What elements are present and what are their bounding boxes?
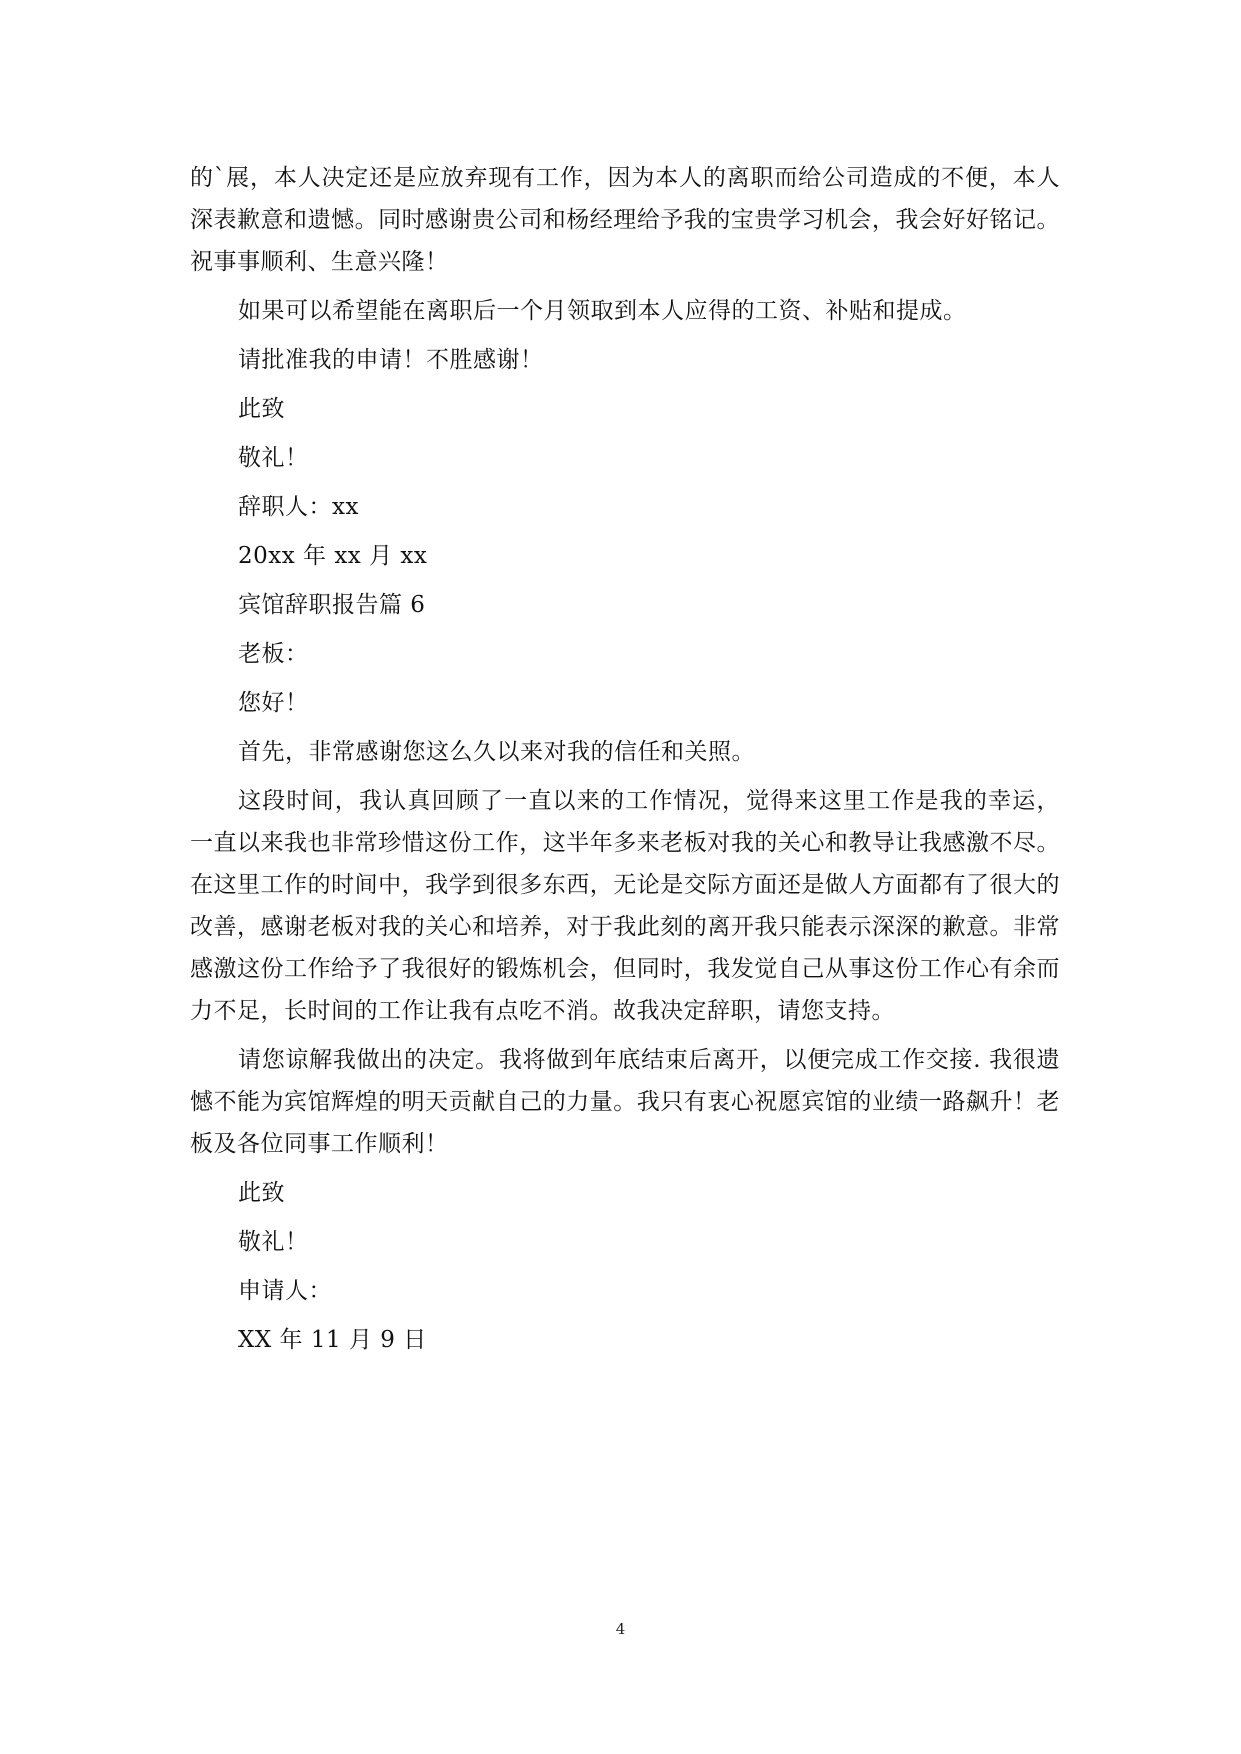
- closing-salutation: 此致: [238, 396, 285, 422]
- paragraph-approval-request: 请批准我的申请！不胜感谢！: [238, 347, 544, 373]
- paragraph-thanks: 首先，非常感谢您这么久以来对我的信任和关照。: [238, 739, 755, 765]
- document-body: [190, 157, 1060, 1368]
- page-number: 4: [615, 1620, 626, 1638]
- closing-salutation-2: 此致: [238, 1180, 285, 1206]
- letter-greeting: 您好！: [238, 690, 309, 716]
- paragraph-continuation: 的`展，本人决定还是应放弃现有工作，因为本人的离职而给公司造成的不便，本人深表歉意和遗憾。同时感谢贵公司和杨经理给予我的宝贵学习机会，我会好好铭记。祝事事顺利、生意兴隆！: [190, 165, 1060, 275]
- closing-respect: 敬礼！: [238, 445, 309, 471]
- signature-resigner: 辞职人：xx: [238, 494, 359, 520]
- signature-applicant: 申请人：: [238, 1278, 332, 1304]
- closing-respect-2: 敬礼！: [238, 1229, 309, 1255]
- section-title: 宾馆辞职报告篇 6: [238, 592, 426, 618]
- signature-date: 20xx 年 xx 月 xx: [238, 543, 428, 569]
- paragraph-body-main: 这段时间，我认真回顾了一直以来的工作情况，觉得来这里工作是我的幸运，一直以来我也非常珍惜这份工作，这半年多来老板对我的关心和教导让我感激不尽。在这里工作的时间中，我学到很多东西，无论是交际方面还是做人方面都有了很大的改善，感谢老板对我的关心和培养，对于我此刻的离开我只能表示深深的歉意。非常感激这份工作给予了我很好的锻炼机会，但同时，我发觉自己从事这份工作心有余而力不足，长时间的工作让我有点吃不消。故我决定辞职，请您支持。: [190, 788, 1060, 1024]
- letter-addressee: 老板：: [238, 641, 309, 667]
- signature-date-2: XX 年 11 月 9 日: [238, 1327, 427, 1353]
- paragraph-body-decision: 请您谅解我做出的决定。我将做到年底结束后离开，以便完成工作交接. 我很遗憾不能为宾馆辉煌的明天贡献自己的力量。我只有衷心祝愿宾馆的业绩一路飙升！老板及各位同事工作顺利！: [190, 1047, 1060, 1157]
- paragraph-salary-request: 如果可以希望能在离职后一个月领取到本人应得的工资、补贴和提成。: [238, 298, 967, 324]
